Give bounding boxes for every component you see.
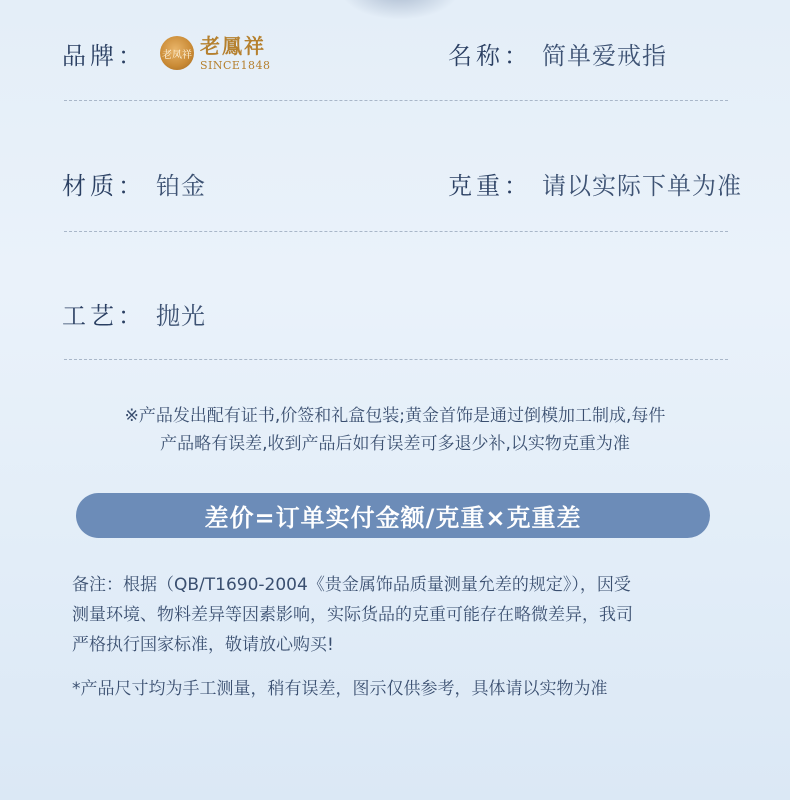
- divider: [64, 100, 728, 101]
- notice-line: 产品略有误差,收到产品后如有误差可多退少补,以实物克重为准: [160, 434, 630, 454]
- phoenix-logo-icon: 老凤祥: [160, 36, 194, 70]
- shipping-notice: [60, 402, 730, 458]
- brand-label: 品牌：: [62, 41, 146, 70]
- notice-line: ※产品发出配有证书,价签和礼盒包装;黄金首饰是通过倒模加工制成,每件: [124, 406, 666, 426]
- material-field: [62, 153, 206, 213]
- craft-value: 抛光: [156, 301, 206, 330]
- top-decoration: [340, 0, 460, 20]
- brand-logo-cn: 老鳳祥: [200, 33, 266, 58]
- brand-field: [62, 23, 270, 83]
- divider: [64, 359, 728, 360]
- craft-field: [62, 283, 206, 343]
- weight-field: [448, 153, 742, 213]
- brand-logo-text: [200, 33, 271, 72]
- spec-row-craft: [0, 283, 790, 343]
- name-label: 名称：: [448, 41, 532, 70]
- material-label: 材质：: [62, 171, 146, 200]
- remark-line: 备注：根据（QB/T1690-2004《贵金属饰品质量测量允差的规定》），因受: [72, 575, 631, 595]
- price-difference-formula: 差价=订单实付金额/克重×克重差: [76, 493, 710, 538]
- remark-text: [72, 570, 732, 660]
- spec-row-brand-name: [0, 23, 790, 83]
- remark-line: 测量环境、物料差异等因素影响，实际货品的克重可能存在略微差异，我司: [72, 605, 633, 625]
- remark-line: 严格执行国家标准，敬请放心购买!: [72, 635, 334, 655]
- measurement-footnote: *产品尺寸均为手工测量，稍有误差，图示仅供参考，具体请以实物为准: [72, 679, 608, 699]
- brand-logo: [160, 33, 271, 72]
- spec-row-material-weight: [0, 153, 790, 213]
- weight-label: 克重：: [448, 171, 532, 200]
- brand-logo-en: SINCE1848: [200, 58, 271, 72]
- material-value: 铂金: [156, 171, 206, 200]
- name-field: [448, 23, 667, 83]
- name-value: 简单爱戒指: [542, 41, 667, 70]
- weight-value: 请以实际下单为准: [542, 171, 742, 200]
- craft-label: 工艺：: [62, 301, 146, 330]
- divider: [64, 231, 728, 232]
